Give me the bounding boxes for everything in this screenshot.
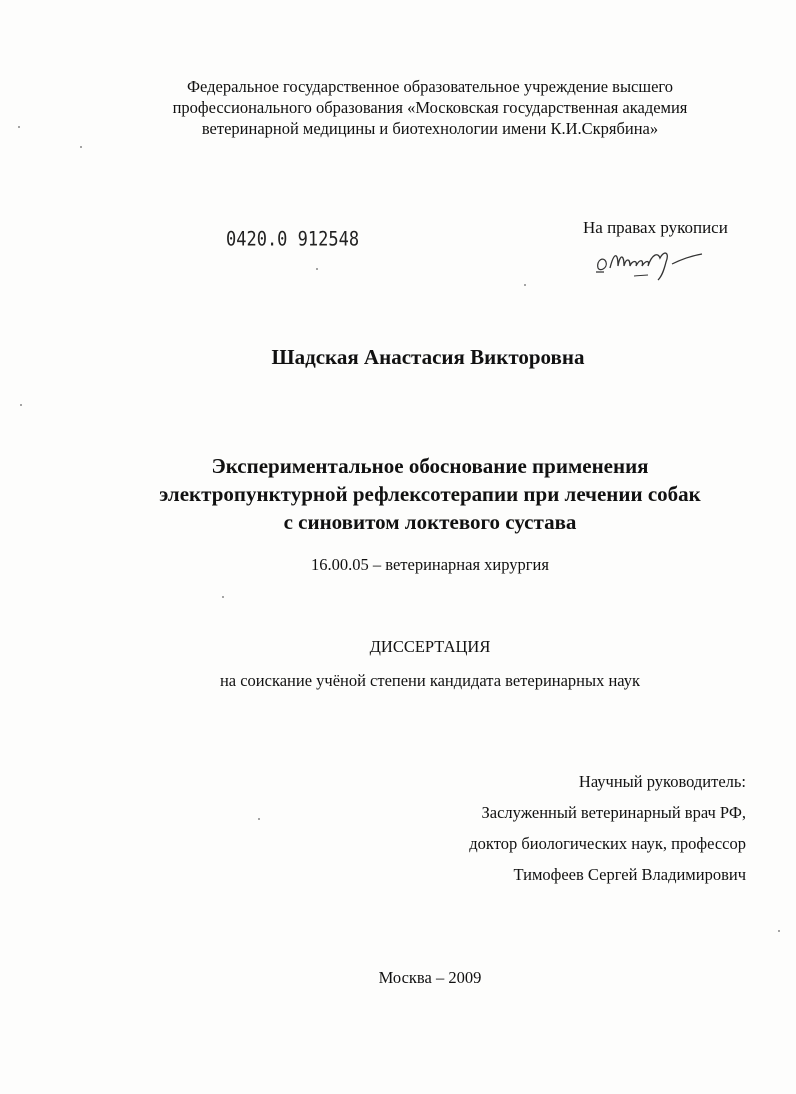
scan-speck (778, 930, 780, 932)
institution-line-3: ветеринарной медицины и биотехнологии имени К.И.Скрябина» (201, 119, 659, 138)
title-line-1: Экспериментальное обоснование применения (211, 454, 649, 478)
supervisor-title-2: доктор биологических наук, профессор (469, 834, 746, 853)
institution-line-1: Федеральное государственное образовательное учреждение высшего (186, 77, 674, 96)
dissertation-title (60, 452, 796, 536)
title-line-3: с синовитом локтевого сустава (283, 510, 577, 534)
supervisor-heading: Научный руководитель: (578, 772, 746, 791)
scan-speck (316, 268, 318, 270)
scan-speck (524, 284, 526, 286)
scan-speck (20, 404, 22, 406)
supervisor-block (469, 766, 746, 890)
supervisor-title-1: Заслуженный ветеринарный врач РФ, (481, 803, 746, 822)
supervisor-name: Тимофеев Сергей Владимирович (513, 865, 746, 884)
author-name: Шадская Анастасия Викторовна (271, 345, 585, 369)
scan-speck (258, 818, 260, 820)
title-line-2: электропунктурной рефлексотерапии при лечении собак (159, 482, 701, 506)
handwritten-signature (590, 242, 710, 282)
institution-header (60, 76, 796, 139)
degree-statement: на соискание учёной степени кандидата ветеринарных наук (219, 671, 641, 690)
scan-speck (222, 596, 224, 598)
city-and-year: Москва – 2009 (378, 968, 482, 987)
document-type: ДИССЕРТАЦИЯ (369, 637, 491, 656)
manuscript-rights-note: На правах рукописи (583, 218, 728, 237)
scan-speck (80, 146, 82, 148)
specialty-code: 16.00.05 – ветеринарная хирургия (311, 555, 549, 574)
institution-line-2: профессионального образования «Московская государственная академия (172, 98, 688, 117)
library-stamp-number: 0420.0 912548 (226, 228, 360, 251)
scan-speck (18, 126, 20, 128)
